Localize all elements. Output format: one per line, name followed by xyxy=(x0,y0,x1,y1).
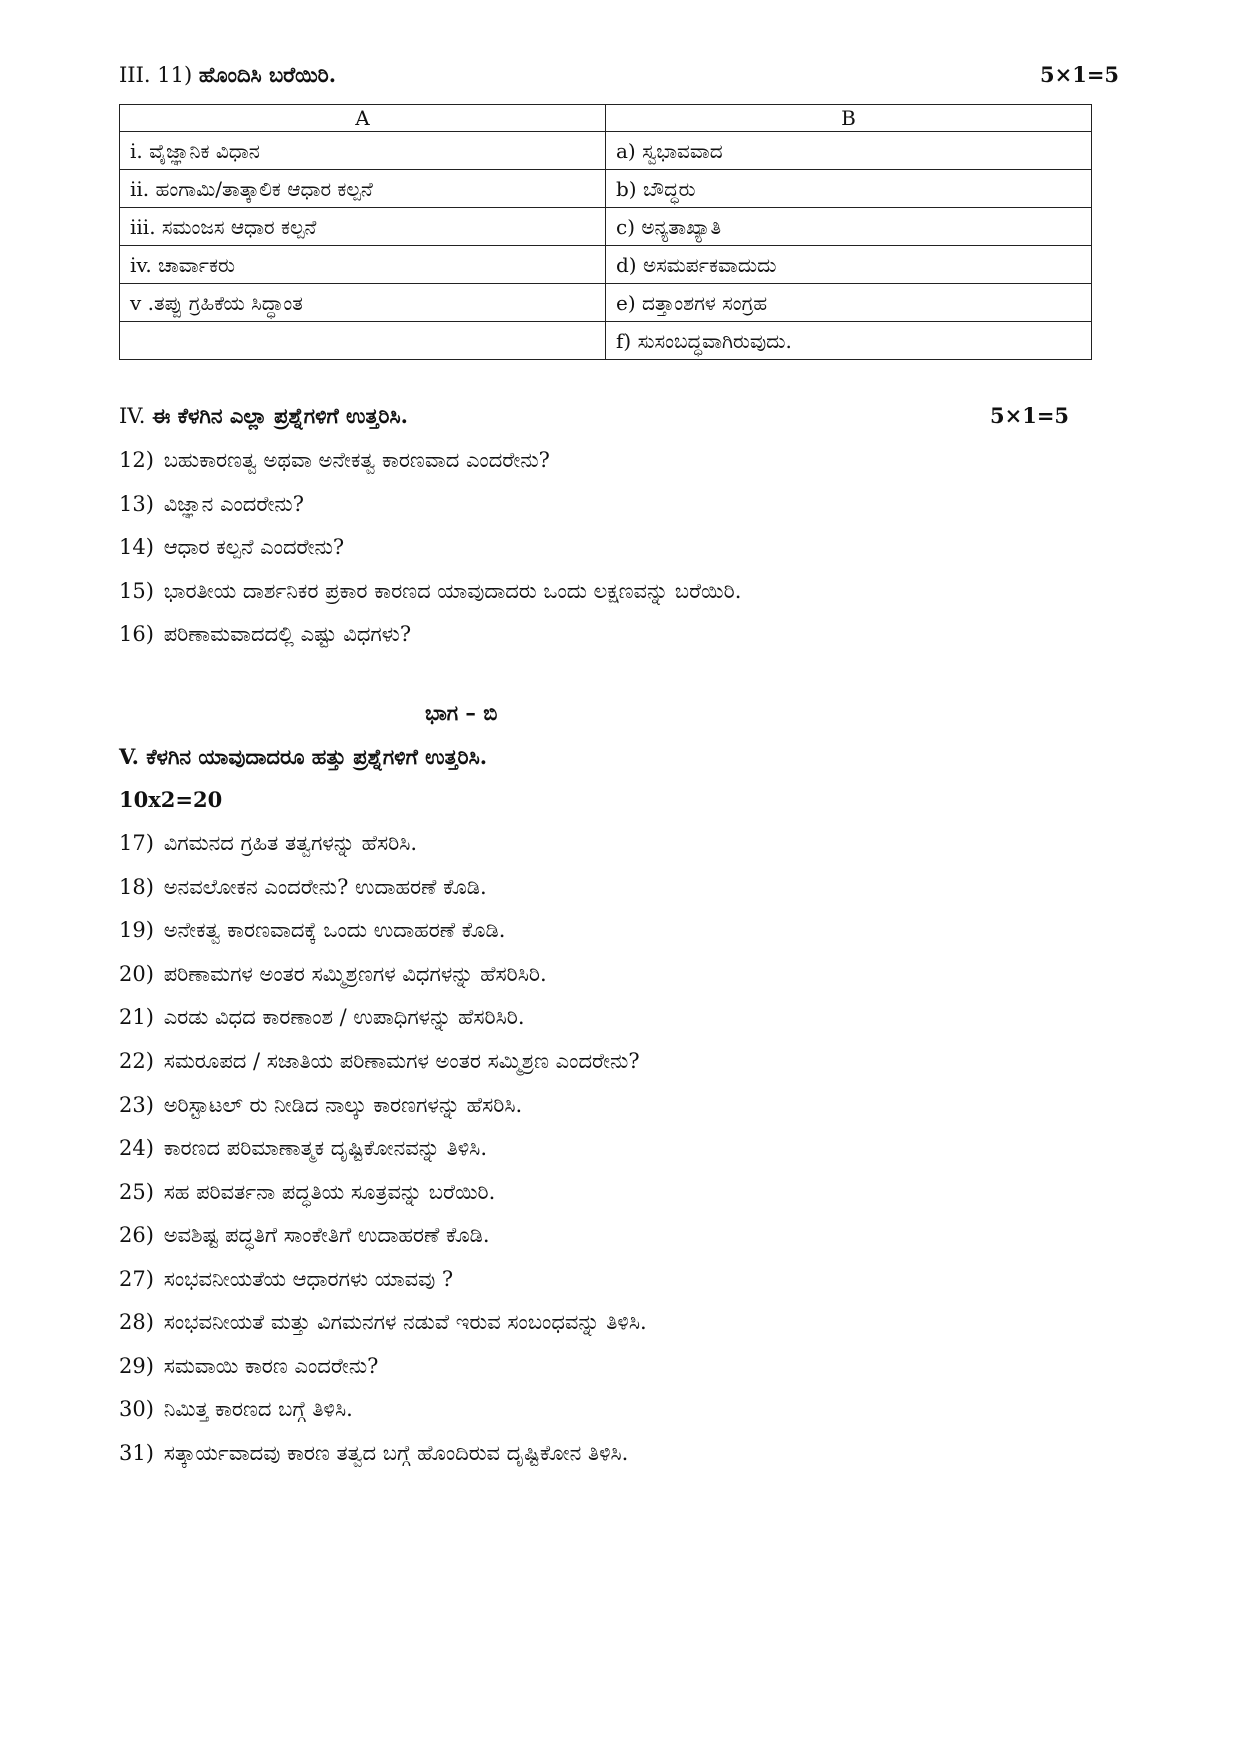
question-text: ವಿಗಮನದ ಗ್ರಹಿತ ತತ್ವಗಳನ್ನು ಹೆಸರಿಸಿ. xyxy=(163,831,418,855)
question-number: 30) xyxy=(119,1397,154,1421)
question-item xyxy=(119,1354,378,1379)
table-cell-a: iii. ಸಮಂಜಸ ಆಧಾರ ಕಲ್ಪನೆ xyxy=(120,208,606,246)
question-text: ನಿಮಿತ್ತ ಕಾರಣದ ಬಗ್ಗೆ ತಿಳಿಸಿ. xyxy=(163,1397,353,1421)
question-number: 27) xyxy=(119,1267,154,1291)
section4-number: IV. xyxy=(119,404,146,428)
table-row xyxy=(120,322,1092,360)
question-number: 29) xyxy=(119,1354,154,1378)
question-item xyxy=(119,962,547,987)
section3-heading xyxy=(119,62,336,88)
table-row xyxy=(120,132,1092,170)
table-cell-b: a) ಸ್ವಭಾವವಾದ xyxy=(606,132,1092,170)
table-cell-b: c) ಅನ್ಯತಾಖ್ಯಾತಿ xyxy=(606,208,1092,246)
question-item xyxy=(119,875,487,900)
question-item xyxy=(119,492,304,517)
question-number: 23) xyxy=(119,1093,154,1117)
table-row xyxy=(120,208,1092,246)
table-row xyxy=(120,246,1092,284)
question-item xyxy=(119,1267,453,1292)
question-text: ಸಂಭವನೀಯತೆಯ ಆಧಾರಗಳು ಯಾವವು ? xyxy=(163,1267,454,1291)
question-item xyxy=(119,1397,353,1422)
question-number: 15) xyxy=(119,579,154,603)
table-row xyxy=(120,284,1092,322)
question-number: 28) xyxy=(119,1310,154,1334)
question-number: 16) xyxy=(119,622,154,646)
question-text: ಅವಶಿಷ್ಟ ಪದ್ಧತಿಗೆ ಸಾಂಕೇತಿಗೆ ಉದಾಹರಣೆ ಕೊಡಿ. xyxy=(163,1223,490,1247)
question-item xyxy=(119,1005,525,1030)
question-text: ಆಧಾರ ಕಲ್ಪನೆ ಎಂದರೇನು? xyxy=(163,535,345,559)
question-number: 13) xyxy=(119,492,154,516)
table-cell-b: e) ದತ್ತಾಂಶಗಳ ಸಂಗ್ರಹ xyxy=(606,284,1092,322)
column-b-header: B xyxy=(606,105,1092,132)
question-item xyxy=(119,1223,490,1248)
question-number: 12) xyxy=(119,448,154,472)
question-text: ವಿಜ್ಞಾನ ಎಂದರೇನು? xyxy=(163,492,304,516)
question-item xyxy=(119,1049,640,1074)
table-cell-a: i. ವೈಜ್ಞಾನಿಕ ವಿಧಾನ xyxy=(120,132,606,170)
question-item xyxy=(119,448,550,473)
question-item xyxy=(119,1441,628,1466)
question-number: 21) xyxy=(119,1005,154,1029)
question-number: 14) xyxy=(119,535,154,559)
question-text: ಸಹ ಪರಿವರ್ತನಾ ಪದ್ಧತಿಯ ಸೂತ್ರವನ್ನು ಬರೆಯಿರಿ. xyxy=(163,1180,496,1204)
table-row xyxy=(120,170,1092,208)
question-number: 25) xyxy=(119,1180,154,1204)
section5-marks: 10x2=20 xyxy=(119,787,223,812)
section5-heading: V. ಕೆಳಗಿನ ಯಾವುದಾದರೂ ಹತ್ತು ಪ್ರಶ್ನೆಗಳಿಗೆ ಉತ್ತರಿಸಿ. xyxy=(119,744,488,769)
section3-marks: 5×1=5 xyxy=(1040,62,1120,87)
question-item xyxy=(119,1136,487,1161)
question-item xyxy=(119,579,741,604)
section3-title: ಹೊಂದಿಸಿ ಬರೆಯಿರಿ. xyxy=(198,62,337,87)
question-number: 17) xyxy=(119,831,154,855)
question-text: ಸತ್ಕಾರ್ಯವಾದವು ಕಾರಣ ತತ್ವದ ಬಗ್ಗೆ ಹೊಂದಿರುವ ದೃಷ್ಟಿಕೋನ ತಿಳಿಸಿ. xyxy=(163,1441,629,1465)
question-text: ಅರಿಸ್ಟಾಟಲ್ ರು ನೀಡಿದ ನಾಲ್ಕು ಕಾರಣಗಳನ್ನು ಹೆಸರಿಸಿ. xyxy=(163,1093,523,1117)
question-item xyxy=(119,918,505,943)
question-text: ಪರಿಣಾಮಗಳ ಅಂತರ ಸಮ್ಮಿಶ್ರಣಗಳ ವಿಧಗಳನ್ನು ಹೆಸರಿಸಿರಿ. xyxy=(163,962,547,986)
question-text: ಅನವಲೋಕನ ಎಂದರೇನು? ಉದಾಹರಣೆ ಕೊಡಿ. xyxy=(163,875,487,899)
question-item xyxy=(119,622,411,647)
question-text: ಅನೇಕತ್ವ ಕಾರಣವಾದಕ್ಕೆ ಒಂದು ಉದಾಹರಣೆ ಕೊಡಿ. xyxy=(163,918,506,942)
table-cell-b: f) ಸುಸಂಬದ್ಧವಾಗಿರುವುದು. xyxy=(606,322,1092,360)
section3-number: III. 11) xyxy=(119,63,193,87)
question-number: 31) xyxy=(119,1441,154,1465)
question-number: 19) xyxy=(119,918,154,942)
question-text: ಪರಿಣಾಮವಾದದಲ್ಲಿ ಎಷ್ಟು ವಿಧಗಳು? xyxy=(163,622,412,646)
table-cell-a: v .ತಪ್ಪು ಗ್ರಹಿಕೆಯ ಸಿದ್ಧಾಂತ xyxy=(120,284,606,322)
question-number: 22) xyxy=(119,1049,154,1073)
question-number: 18) xyxy=(119,875,154,899)
table-cell-b: b) ಬೌದ್ಧರು xyxy=(606,170,1092,208)
question-text: ಭಾರತೀಯ ದಾರ್ಶನಿಕರ ಪ್ರಕಾರ ಕಾರಣದ ಯಾವುದಾದರು ಒಂದು ಲಕ್ಷಣವನ್ನು ಬರೆಯಿರಿ. xyxy=(163,579,742,603)
question-number: 20) xyxy=(119,962,154,986)
section4-title: ಈ ಕೆಳಗಿನ ಎಲ್ಲಾ ಪ್ರಶ್ನೆಗಳಿಗೆ ಉತ್ತರಿಸಿ. xyxy=(152,403,408,428)
question-item xyxy=(119,1310,647,1335)
part-b-title: ಭಾಗ – ಬಿ xyxy=(425,700,498,725)
section4-marks: 5×1=5 xyxy=(990,403,1070,428)
question-text: ಸಂಭವನೀಯತೆ ಮತ್ತು ವಿಗಮನಗಳ ನಡುವೆ ಇರುವ ಸಂಬಂಧವನ್ನು ತಿಳಿಸಿ. xyxy=(163,1310,647,1334)
question-item xyxy=(119,831,417,856)
table-cell-a: iv. ಚಾರ್ವಾಕರು xyxy=(120,246,606,284)
question-text: ಸಮರೂಪದ / ಸಜಾತಿಯ ಪರಿಣಾಮಗಳ ಅಂತರ ಸಮ್ಮಿಶ್ರಣ ಎಂದರೇನು? xyxy=(163,1049,640,1073)
table-cell-a: ii. ಹಂಗಾಮಿ/ತಾತ್ಕಾಲಿಕ ಆಧಾರ ಕಲ್ಪನೆ xyxy=(120,170,606,208)
question-text: ಸಮವಾಯಿ ಕಾರಣ ಎಂದರೇನು? xyxy=(163,1354,379,1378)
question-number: 26) xyxy=(119,1223,154,1247)
question-item xyxy=(119,535,344,560)
question-text: ಕಾರಣದ ಪರಿಮಾಣಾತ್ಮಕ ದೃಷ್ಟಿಕೋನವನ್ನು ತಿಳಿಸಿ. xyxy=(163,1136,488,1160)
question-item xyxy=(119,1093,522,1118)
matching-table xyxy=(119,104,1092,360)
table-cell-a xyxy=(120,322,606,360)
section4-heading xyxy=(119,403,408,429)
table-cell-b: d) ಅಸಮರ್ಪಕವಾದುದು xyxy=(606,246,1092,284)
question-item xyxy=(119,1180,495,1205)
question-number: 24) xyxy=(119,1136,154,1160)
column-a-header: A xyxy=(120,105,606,132)
question-text: ಬಹುಕಾರಣತ್ವ ಅಥವಾ ಅನೇಕತ್ವ ಕಾರಣವಾದ ಎಂದರೇನು? xyxy=(163,448,550,472)
table-header-row xyxy=(120,105,1092,132)
question-text: ಎರಡು ವಿಧದ ಕಾರಣಾಂಶ / ಉಪಾಧಿಗಳನ್ನು ಹೆಸರಿಸಿರಿ. xyxy=(163,1005,525,1029)
